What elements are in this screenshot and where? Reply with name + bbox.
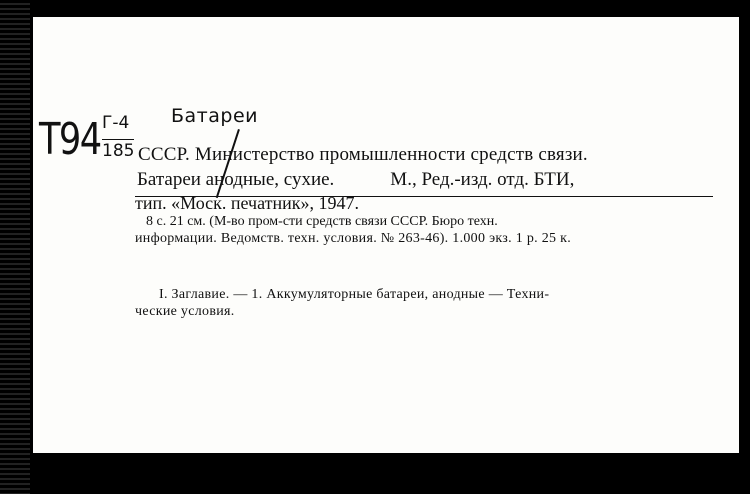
call-number-main: Т94 <box>39 114 101 165</box>
title-line <box>137 169 574 191</box>
subject-heading: Батареи <box>171 105 258 127</box>
collation-line: 8 с. 21 см. (М-во пром-сти средств связи СССР. Бюро техн. <box>146 214 498 229</box>
tracings-line-2: ческие условия. <box>135 304 235 319</box>
tracings-line-1: I. Заглавие. — 1. Аккумуляторные батареи, анодные — Техни- <box>159 287 550 302</box>
printer-line: тип. «Моск. печатник», 1947. <box>135 193 359 213</box>
series-line: информации. Ведомств. техн. условия. № 263-46). 1.000 экз. 1 р. 25 к. <box>135 231 572 246</box>
title-text: Батареи анодные, сухие. <box>137 169 335 190</box>
call-number-bottom: 185 <box>102 141 135 161</box>
call-number-top: Г-4 <box>102 113 130 133</box>
imprint-text: М., Ред.-изд. отд. БТИ, <box>390 169 575 190</box>
scan-edge <box>0 0 30 494</box>
author-line: СССР. Министерство промышленности средств связи. <box>138 144 588 165</box>
catalog-card <box>33 17 739 453</box>
